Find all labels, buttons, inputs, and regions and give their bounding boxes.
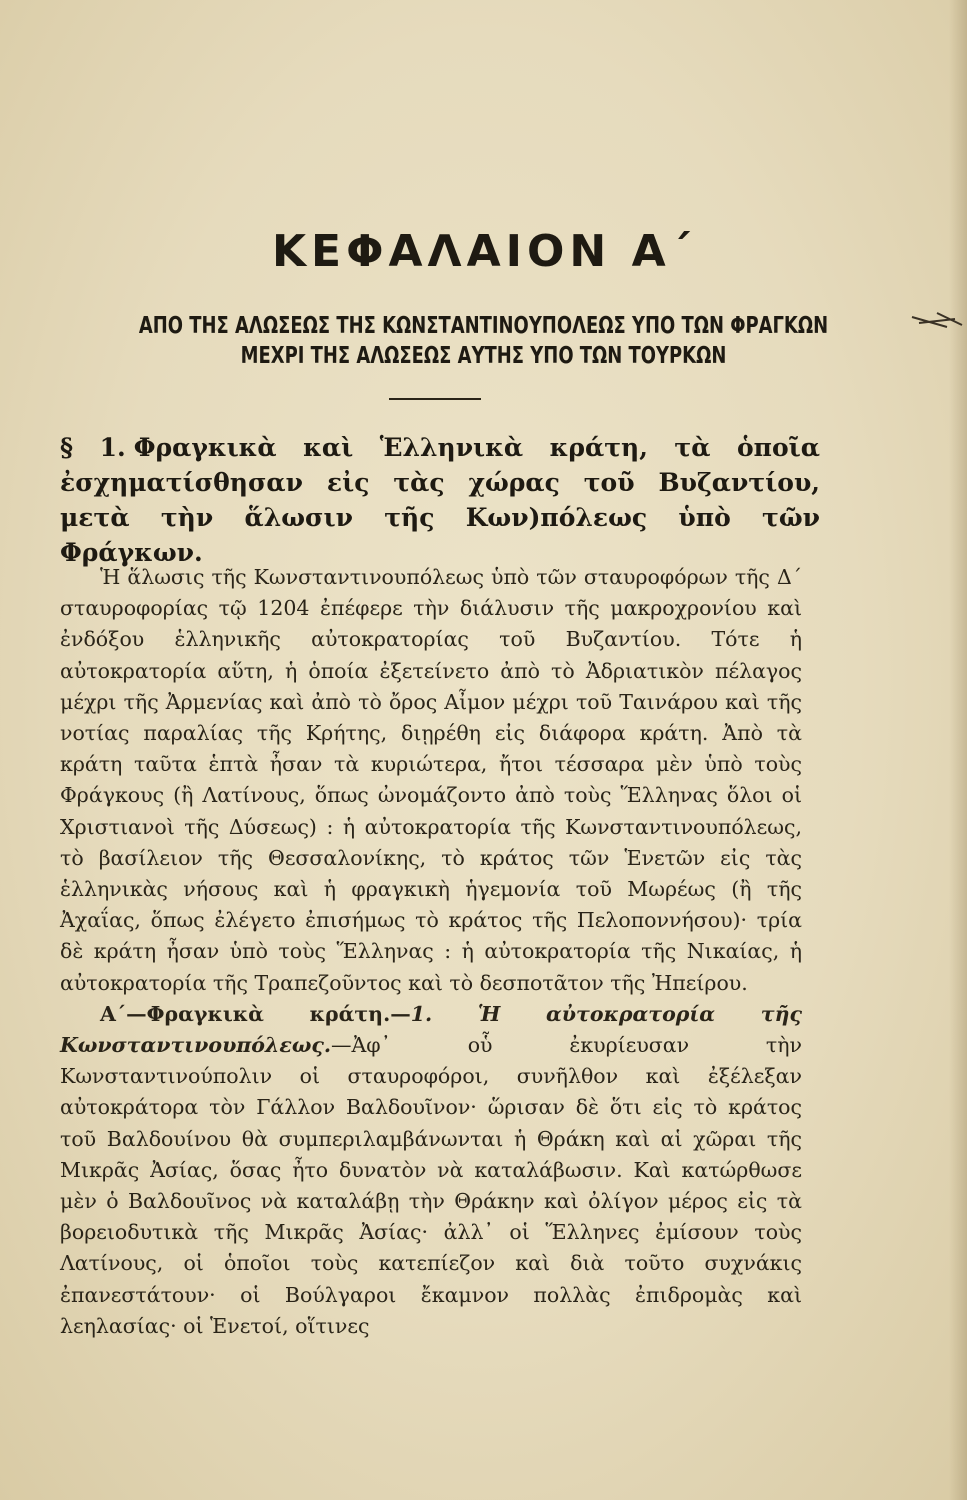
divider-rule	[389, 398, 481, 400]
section-heading-text: Φραγκικὰ καὶ Ἑλληνικὰ κράτη, τὰ ὁποῖα ἐσχηματίσθησαν εἰς τὰς χώρας τοῦ Βυζαντίου, μετὰ τὴν ἅλωσιν τῆς Κων)πόλεως ὑπὸ τῶν Φράγκων.	[60, 433, 820, 567]
section-heading	[60, 430, 820, 570]
margin-pencil-mark	[907, 305, 967, 335]
chapter-subtitle-line1: ΑΠΟ ΤΗΣ ΑΛΩΣΕΩΣ ΤΗΣ ΚΩΝΣΤΑΝΤΙΝΟΥΠΟΛΕΩΣ ΥΠΟ ΤΩΝ ΦΡΑΓΚΩΝ	[138, 313, 829, 339]
body-text	[60, 562, 802, 1342]
chapter-subtitle-line2: ΜΕΧΡΙ ΤΗΣ ΑΛΩΣΕΩΣ ΑΥΤΗΣ ΥΠΟ ΤΩΝ ΤΟΥΡΚΩΝ	[240, 343, 727, 369]
page-edge-shadow	[949, 0, 967, 1500]
section-symbol: § 1.	[60, 433, 126, 462]
paragraph-2-text: —Ἀφ᾽ οὗ ἐκυρίευσαν τὴν Κωνσταντινούπολιν οἱ σταυροφόροι, συνῆλθον καὶ ἐξέλεξαν αὐτοκράτορα τὸν Γάλλον Βαλδουῖνον· ὥρισαν δὲ ὅτι εἰς τὸ κράτος τοῦ Βαλδουίνου θὰ συμπεριλαμβάνωνται ἡ Θράκη καὶ αἱ χῶραι τῆς Μικρᾶς Ἀσίας, ὅσας ἦτο δυνατὸν νὰ καταλάβωσιν. Καὶ κατώρθωσε μὲν ὁ Βαλδουῖνος νὰ καταλάβῃ τὴν Θράκην καὶ ὀλίγον μέρος εἰς τὰ βορειοδυτικὰ τῆς Μικρᾶς Ἀσίας· ἀλλ᾽ οἱ Ἕλληνες ἐμίσουν τοὺς Λατίνους, οἱ ὁποῖοι τοὺς κατεπίεζον καὶ διὰ τοῦτο συχνάκις ἐπανεστάτουν· οἱ Βούλγαροι ἔκαμνον πολλὰς ἐπιδρομὰς καὶ λεηλασίας· οἱ Ἑνετοί, οἵτινες	[60, 1033, 802, 1338]
paragraph-2-heading: Α΄—Φραγκικὰ κράτη.—	[100, 1001, 411, 1026]
paragraph-1: Ἡ ἅλωσις τῆς Κωνσταντινουπόλεως ὑπὸ τῶν σταυροφόρων τῆς Δ΄ σταυροφορίας τῷ 1204 ἐπέφερε τὴν διάλυσιν τῆς μακροχρονίου καὶ ἐνδόξου ἑλληνικῆς αὐτοκρατορίας τοῦ Βυζαντίου. Τότε ἡ αὐτοκρατορία αὕτη, ἡ ὁποία ἐξετείνετο ἀπὸ τὸ Ἀδριατικὸν πέλαγος μέχρι τῆς Ἀρμενίας καὶ ἀπὸ τὸ ὄρος Αἶμον μέχρι τοῦ Ταινάρου καὶ τῆς νοτίας παραλίας τῆς Κρήτης, διῃρέθη εἰς διάφορα κράτη. Ἀπὸ τὰ κράτη ταῦτα ἑπτὰ ἦσαν τὰ κυριώτερα, ἤτοι τέσσαρα μὲν ὑπὸ τοὺς Φράγκους (ἢ Λατίνους, ὅπως ὠνομάζοντο ἀπὸ τοὺς Ἕλληνας ὅλοι οἱ Χριστιανοὶ τῆς Δύσεως) : ἡ αὐτοκρατορία τῆς Κωνσταντινουπόλεως, τὸ βασίλειον τῆς Θεσσαλονίκης, τὸ κράτος τῶν Ἑνετῶν εἰς τὰς ἑλληνικὰς νήσους καὶ ἡ φραγκικὴ ἡγεμονία τοῦ Μωρέως (ἢ τῆς Ἀχαΐας, ὅπως ἐλέγετο ἐπισήμως τὸ κράτος τῆς Πελοποννήσου)· τρία δὲ κράτη ἦσαν ὑπὸ τοὺς Ἕλληνας : ἡ αὐτοκρατορία τῆς Νικαίας, ἡ αὐτοκρατορία τῆς Τραπεζοῦντος καὶ τὸ δεσποτᾶτον τῆς Ἠπείρου.	[60, 565, 802, 995]
chapter-title: ΚΕΦΑΛΑΙΟΝ Α΄	[271, 226, 696, 277]
paragraph-2	[60, 999, 802, 1342]
paragraph-2-subheading: 1. Ἡ αὐτοκρατορία τῆς Κωνσταντινουπόλεως.	[60, 1001, 802, 1058]
